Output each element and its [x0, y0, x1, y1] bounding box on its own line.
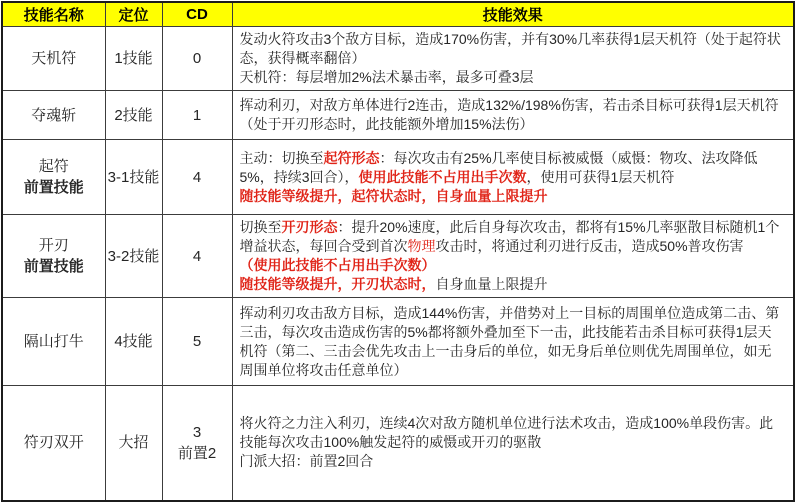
header-row	[2, 2, 794, 27]
skill-name-cell: 起符 前置技能	[2, 140, 105, 215]
skill-effect-cell: 主动：切换至起符形态：每次攻击有25%几率使目标被威慑（威慑：物攻、法攻降低5%，持续3回合），使用此技能不占用出手次数，使用可获得1层天机符 随技能等级提升，起符状态时，自身血量上限提升	[232, 140, 794, 215]
skill-row	[2, 27, 794, 91]
header-skill-name: 技能名称	[2, 2, 105, 27]
skill-table-body	[2, 27, 794, 501]
skill-effect-cell: 挥动利刃攻击敌方目标，造成144%伤害，并借势对上一目标的周围单位造成第二击、第三击，每次攻击造成伤害的5%都将额外叠加至下一击，此技能若击杀目标可获得1层天机符（第二、三击会优先攻击上一击身后的单位，如无身后单位则优先周围单位，如无周围单位将攻击任意单位）	[232, 298, 794, 386]
skill-table-header	[2, 2, 794, 27]
skill-name-cell: 天机符	[2, 27, 105, 91]
skill-position-cell: 1技能	[105, 27, 162, 91]
skill-row	[2, 140, 794, 215]
skill-position-cell: 4技能	[105, 298, 162, 386]
skill-position-cell: 3-1技能	[105, 140, 162, 215]
skill-name-cell: 夺魂斩	[2, 91, 105, 140]
skill-cd-cell: 1	[162, 91, 232, 140]
skill-name-cell: 隔山打牛	[2, 298, 105, 386]
skill-cd-cell: 4	[162, 140, 232, 215]
skill-position-cell: 2技能	[105, 91, 162, 140]
skill-name-cell: 符刃双开	[2, 386, 105, 501]
skill-effect-cell: 将火符之力注入利刃，连续4次对敌方随机单位进行法术攻击，造成100%单段伤害。此技能每次攻击100%触发起符的威慑或开刃的驱散 门派大招：前置2回合	[232, 386, 794, 501]
skill-cd-cell: 3 前置2	[162, 386, 232, 501]
skill-row	[2, 386, 794, 501]
skill-cd-cell: 0	[162, 27, 232, 91]
skill-cd-cell: 5	[162, 298, 232, 386]
skill-row	[2, 91, 794, 140]
skill-position-cell: 大招	[105, 386, 162, 501]
skill-effect-cell: 切换至开刃形态：提升20%速度，此后自身每次攻击，都将有15%几率驱散目标随机1个增益状态，每回合受到首次物理攻击时，将通过利刃进行反击，造成50%普攻伤害 （使用此技能不占用出手次数） 随技能等级提升，开刃状态时，自身血量上限提升	[232, 215, 794, 298]
skill-cd-cell: 4	[162, 215, 232, 298]
skill-effect-cell: 发动火符攻击3个敌方目标，造成170%伤害，并有30%几率获得1层天机符（处于起符状态，获得概率翻倍） 天机符：每层增加2%法术暴击率，最多可叠3层	[232, 27, 794, 91]
skill-name-cell: 开刃 前置技能	[2, 215, 105, 298]
skill-row	[2, 215, 794, 298]
header-cd: CD	[162, 2, 232, 27]
header-position: 定位	[105, 2, 162, 27]
skill-row	[2, 298, 794, 386]
skill-effect-cell: 挥动利刃，对敌方单体进行2连击，造成132%/198%伤害，若击杀目标可获得1层天机符（处于开刃形态时，此技能额外增加15%法伤）	[232, 91, 794, 140]
skill-table	[1, 1, 795, 502]
header-effect: 技能效果	[232, 2, 794, 27]
skill-position-cell: 3-2技能	[105, 215, 162, 298]
